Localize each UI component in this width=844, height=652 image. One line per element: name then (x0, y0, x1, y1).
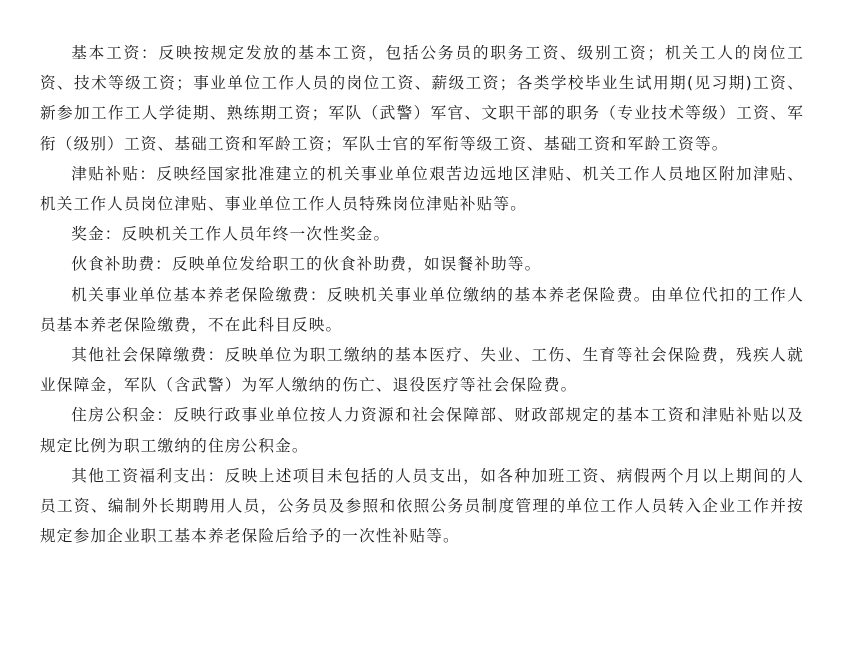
paragraph-housing-fund: 住房公积金：反映行政事业单位按人力资源和社会保障部、财政部规定的基本工资和津贴补贴以及规定比例为职工缴纳的住房公积金。 (40, 406, 804, 455)
paragraph-pension-insurance: 机关事业单位基本养老保险缴费：反映机关事业单位缴纳的基本养老保险费。由单位代扣的工作人员基本养老保险缴费，不在此科目反映。 (40, 285, 804, 334)
paragraph-other-social-security: 其他社会保障缴费：反映单位为职工缴纳的基本医疗、失业、工伤、生育等社会保险费，残疾人就业保障金，军队（含武警）为军人缴纳的伤亡、退役医疗等社会保险费。 (40, 346, 804, 395)
document-body (40, 38, 804, 551)
paragraph-meal-subsidy: 伙食补助费：反映单位发给职工的伙食补助费，如误餐补助等。 (71, 255, 542, 274)
paragraph-basic-salary: 基本工资：反映按规定发放的基本工资，包括公务员的职务工资、级别工资；机关工人的岗位工资、技术等级工资；事业单位工作人员的岗位工资、薪级工资；各类学校毕业生试用期(见习期)工资、新参加工作工人学徒期、熟练期工资；军队（武警）军官、文职干部的职务（专业技术等级）工资、军衔（级别）工资、基础工资和军龄工资；军队士官的军衔等级工资、基础工资和军龄工资等。 (40, 44, 804, 153)
paragraph-other-welfare: 其他工资福利支出：反映上述项目未包括的人员支出，如各种加班工资、病假两个月以上期间的人员工资、编制外长期聘用人员，公务员及参照和依照公务员制度管理的单位工作人员转入企业工作并按规定参加企业职工基本养老保险后给予的一次性补贴等。 (40, 466, 804, 546)
paragraph-bonus: 奖金：反映机关工作人员年终一次性奖金。 (71, 225, 391, 244)
paragraph-allowances: 津贴补贴：反映经国家批准建立的机关事业单位艰苦边远地区津贴、机关工作人员地区附加津贴、机关工作人员岗位津贴、事业单位工作人员特殊岗位津贴补贴等。 (40, 164, 804, 214)
